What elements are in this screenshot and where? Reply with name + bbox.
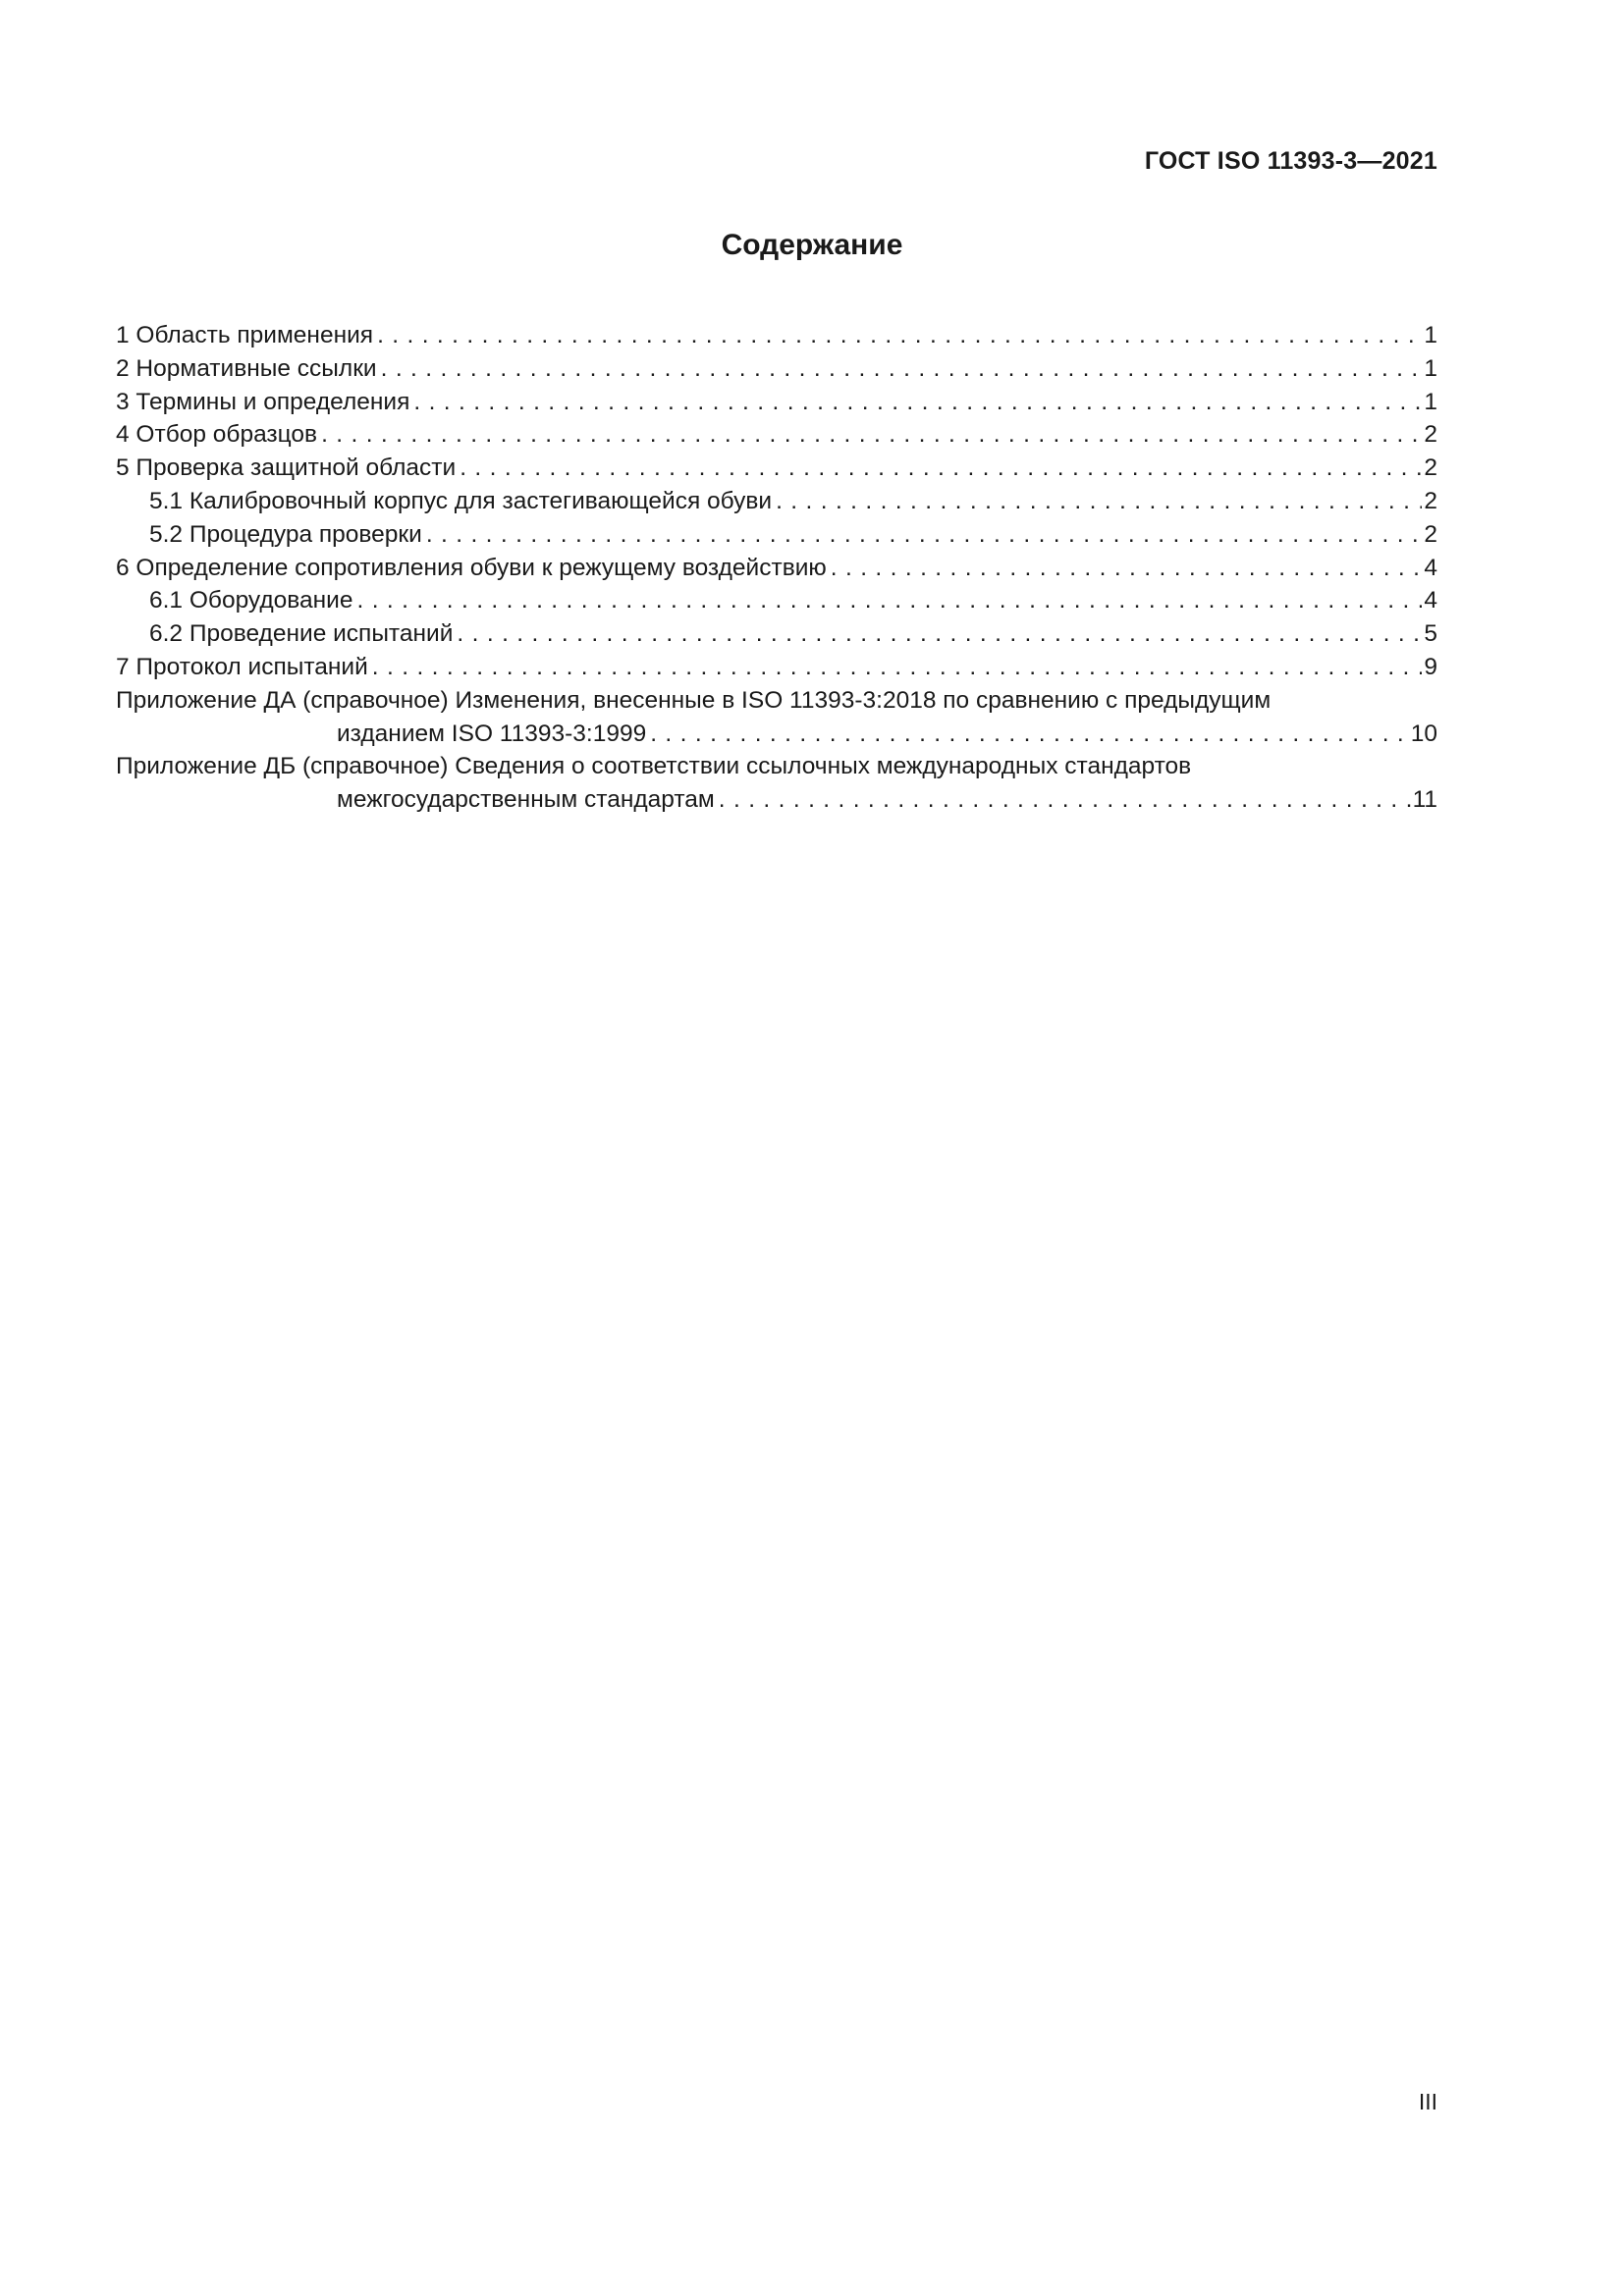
toc-entry-page: 1 [1424, 322, 1437, 348]
toc-entry-page: 1 [1424, 388, 1437, 415]
toc-entry-page: 4 [1424, 587, 1437, 614]
dot-leader [372, 651, 1423, 684]
toc-entry-label: 7 Протокол испытаний [116, 653, 368, 680]
toc-entry-label: Приложение ДБ (справочное) Сведения о соответствии ссылочных международных стандартов [116, 753, 1192, 780]
toc-title: Содержание [721, 229, 903, 261]
toc-entry-page: 4 [1424, 554, 1437, 581]
toc-entry-annex-da-continuation[interactable] [116, 718, 1437, 751]
page-number: III [1418, 2089, 1437, 2114]
toc-entry-page: 2 [1424, 487, 1437, 514]
toc-entry-6[interactable] [116, 552, 1437, 585]
toc-entry-1[interactable] [116, 319, 1437, 352]
toc-entry-page: 2 [1424, 454, 1437, 482]
dot-leader [831, 552, 1423, 585]
toc-entry-5-1[interactable] [116, 485, 1437, 518]
toc-entry-label: 6.2 Проведение испытаний [149, 620, 454, 648]
toc-entry-label: Приложение ДА (справочное) Изменения, внесенные в ISO 11393-3:2018 по сравнению с предыдущим [116, 686, 1272, 714]
toc-entry-3[interactable] [116, 386, 1437, 419]
dot-leader [457, 617, 1422, 651]
toc-entry-5[interactable] [116, 452, 1437, 485]
toc-entry-annex-da[interactable] [116, 684, 1437, 718]
toc-entry-label: 3 Термины и определения [116, 388, 410, 415]
toc-entry-7[interactable] [116, 651, 1437, 684]
dot-leader [321, 418, 1422, 452]
toc-entry-label: 6 Определение сопротивления обуви к режущему воздействию [116, 554, 827, 581]
toc-entry-page: 5 [1424, 620, 1437, 648]
dot-leader [460, 452, 1422, 485]
toc-entry-page: 2 [1424, 421, 1437, 449]
toc-entry-2[interactable] [116, 352, 1437, 386]
dot-leader [426, 518, 1423, 552]
toc-entry-label: 4 Отбор образцов [116, 421, 318, 449]
toc-entry-label-continuation: межгосударственным стандартам [337, 786, 715, 814]
toc-entry-page: 11 [1412, 786, 1437, 814]
document-code: ГОСТ ISO 11393-3—2021 [1144, 147, 1437, 175]
toc-entry-5-2[interactable] [116, 518, 1437, 552]
toc-entry-page: 2 [1424, 520, 1437, 548]
dot-leader [650, 718, 1409, 751]
dot-leader [776, 485, 1422, 518]
dot-leader [381, 352, 1423, 386]
table-of-contents [116, 319, 1437, 817]
toc-entry-label: 6.1 Оборудование [149, 587, 353, 614]
toc-entry-label-continuation: изданием ISO 11393-3:1999 [337, 720, 647, 747]
toc-entry-page: 9 [1424, 653, 1437, 680]
dot-leader [719, 783, 1411, 817]
dot-leader [413, 386, 1422, 419]
toc-entry-label: 2 Нормативные ссылки [116, 354, 377, 382]
toc-entry-label: 5.1 Калибровочный корпус для застегивающейся обуви [149, 487, 773, 514]
toc-entry-6-2[interactable] [116, 617, 1437, 651]
toc-entry-6-1[interactable] [116, 584, 1437, 617]
toc-entry-label: 1 Область применения [116, 322, 374, 348]
toc-entry-annex-db[interactable] [116, 750, 1437, 783]
toc-entry-annex-db-continuation[interactable] [116, 783, 1437, 817]
toc-entry-label: 5 Проверка защитной области [116, 454, 457, 482]
toc-entry-4[interactable] [116, 418, 1437, 452]
dot-leader [357, 584, 1423, 617]
toc-entry-page: 1 [1424, 354, 1437, 382]
toc-entry-page: 10 [1410, 720, 1437, 747]
toc-entry-label: 5.2 Процедура проверки [149, 520, 422, 548]
dot-leader [377, 319, 1422, 352]
